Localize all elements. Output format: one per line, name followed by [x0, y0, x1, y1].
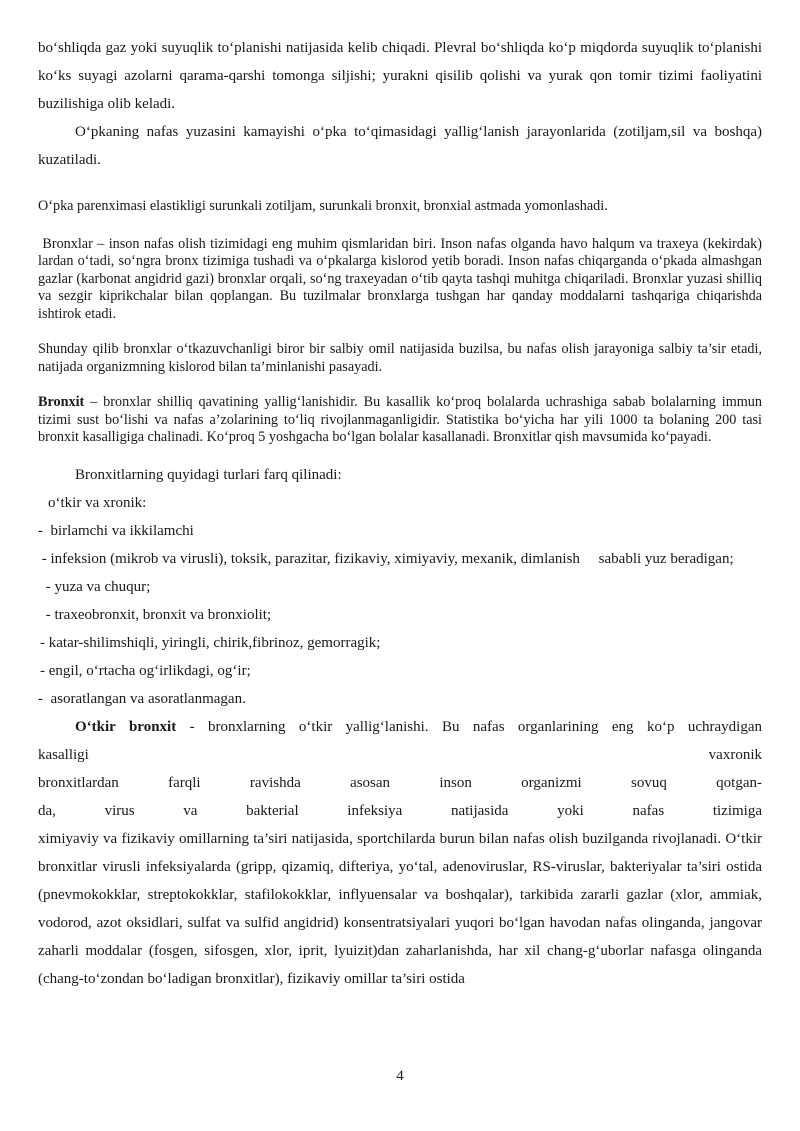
bronchitis-term: Bronxit	[38, 394, 85, 410]
paragraph-lung-surface: O‘pkaning nafas yuzasini kamayishi o‘pka to‘qimasidagi yallig‘lanish jarayonlarida (zotiljam,sil va boshqa) kuzatiladi.	[38, 124, 762, 168]
acute-bronchitis-line: da, virus va bakterial infeksiya natijasida yoki nafas tizimiga	[38, 802, 762, 819]
document-page	[38, 34, 766, 993]
bronchitis-types-list	[38, 489, 762, 713]
list-item: - traxeobronxit, bronxit va bronxiolit;	[42, 606, 272, 623]
bronchitis-definition-text: – bronxlar shilliq qavatining yallig‘lanishidir. Bu kasallik ko‘proq bolalarda uchrashiga sabab bolalarning immun tizimi sust bo‘lishi va nafas a’zolarining to‘liq rivojlanmaganligidir. Statistika bo‘yicha har yili 1000 ta bolaning 200 tasi bronxit kasalligiga chalinadi. Ko‘proq 5 yoshgacha bo‘lgan bolalar kasallanadi. Bronxitlar qish mavsumida ko‘payadi.	[38, 394, 762, 445]
paragraph-pleural-cavity: bo‘shliqda gaz yoki suyuqlik to‘planishi natijasida kelib chiqadi. Plevral bo‘shliqda ko‘p miqdorda suyuqlik to‘planishi ko‘ks suyagi azolarni qarama-qarshi tomonga siljishi; yurakni qisilib qolishi va yurak qon tomir tizimi faoliyatini buzilishiga olib keladi.	[38, 40, 762, 112]
list-item: - infeksion (mikrob va virusli), toksik, parazitar, fizikaviy, ximiyaviy, mexanik, dimlanish sababli yuz beradigan;	[38, 550, 734, 567]
paragraph-bronchitis-definition	[38, 394, 762, 447]
list-item: o‘tkir va xronik:	[48, 494, 147, 511]
list-item: - birlamchi va ikkilamchi	[38, 522, 194, 539]
list-item: - asoratlangan va asoratlanmagan.	[38, 690, 246, 707]
acute-bronchitis-line: kasalligi vaxronik	[38, 746, 762, 763]
list-item: - katar-shilimshiqli, yiringli, chirik,fibrinoz, gemorragik;	[40, 634, 381, 651]
acute-bronchitis-section	[38, 713, 762, 993]
acute-bronchitis-line: bronxitlardan farqli ravishda asosan inson organizmi sovuq qotgan-	[38, 774, 762, 791]
acute-bronchitis-line: O‘tkir bronxit - bronxlarning o‘tkir yallig‘lanishi. Bu nafas organlarining eng ko‘p uchraydigan	[75, 718, 762, 735]
list-item: - yuza va chuqur;	[42, 578, 151, 595]
acute-bronchitis-term: O‘tkir bronxit	[75, 718, 177, 735]
paragraph-bronchitis-types-intro: Bronxitlarning quyidagi turlari farq qilinadi:	[75, 466, 342, 483]
paragraph-parenchyma: O‘pka parenximasi elastikligi surunkali zotiljam, surunkali bronxit, bronxial astmada yomonlashadi.	[38, 198, 608, 214]
page-number: 4	[396, 1068, 404, 1084]
list-item: - engil, o‘rtacha og‘irlikdagi, og‘ir;	[40, 662, 251, 679]
paragraph-bronchi-intro: Bronxlar – inson nafas olish tizimidagi eng muhim qismlaridan biri. Inson nafas olganda havo halqum va traxeya (kekirdak) lardan o‘tadi, so‘ngra bronx tizimiga tushadi va o‘pkalarga kislorod yetib boradi. Inson nafas chiqarganda o‘pkada almashgan gazlar (karbonat angidrid gazi) bronxlar orqali, so‘ng traxeyadan o‘tib qayta tashqi muhitga chiqariladi. Bronxlar yuzasi shilliq va sezgir kiprikchalar bilan qoplangan. Bu tuzilmalar bronxlarga tushgan har qanday moddalarni tashqariga chiqarishda ishtirok etadi.	[38, 235, 766, 322]
paragraph-bronchi-permeability: Shunday qilib bronxlar o‘tkazuvchanligi biror bir salbiy omil natijasida buzilsa, bu nafas olish jarayoniga salbiy ta’sir etadi, natijada organizmning kislorod bilan ta’minlanishi pasayadi.	[38, 341, 762, 375]
acute-bronchitis-paragraph: ximiyaviy va fizikaviy omillarning ta’siri natijasida, sportchilarda burun bilan nafas olish buzilganda rivojlanadi. O‘tkir bronxitlar virusli infeksiyalarda (gripp, qizamiq, difteriya, yo‘tal, adenoviruslar, RS-viruslar, bakteriyalar ta’siri ostida (pnevmokokklar, streptokokklar, stafilokokklar, inflyuensalar va boshqalar), tarkibida zararli gazlar (xlor, ammiak, vodorod, azot oksidlari, sulfat va sulfid angidrid) konsentratsiyalari yuqori bo‘lgan havodan nafas olinganda, jangovar zaharli moddalar (fosgen, sifosgen, xlor, iprit, lyuizit)dan zaharlanishda, har xil chang-g‘uborlar nafasga olinganda (chang-to‘zondan bo‘ladigan bronxitlar), fizikaviy omillar ta’siri ostida	[38, 830, 762, 987]
